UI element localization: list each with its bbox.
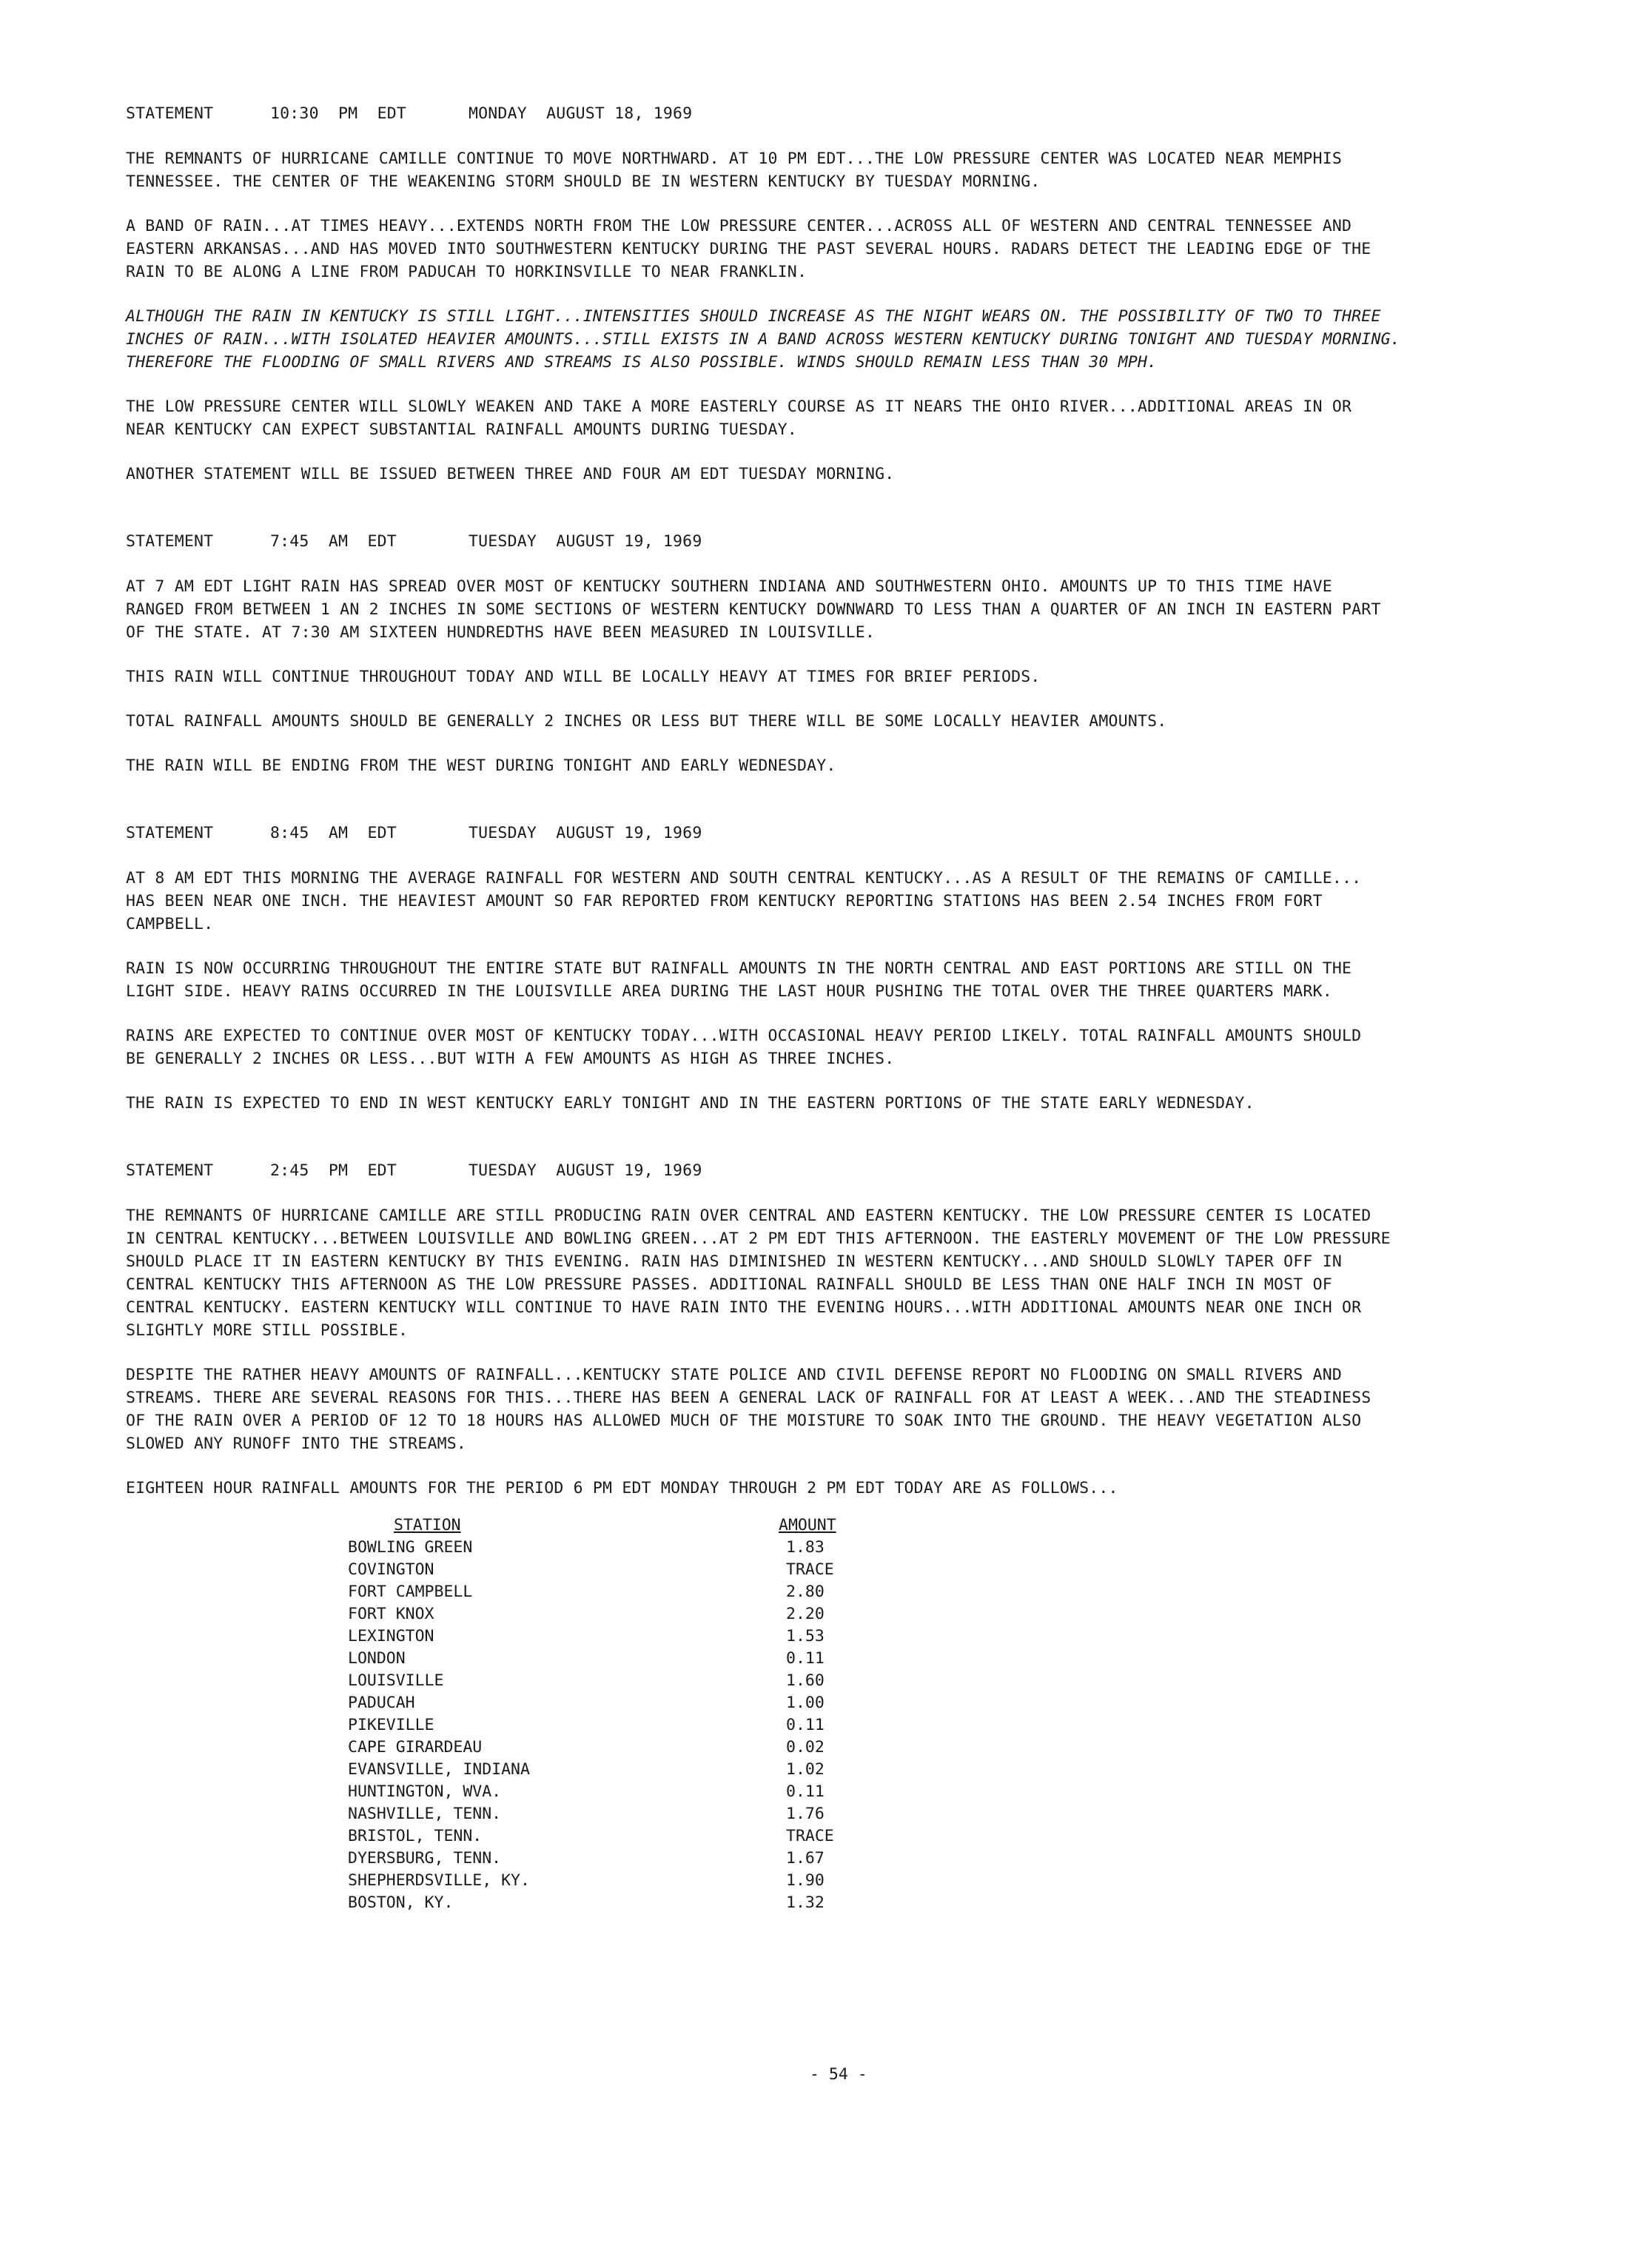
statement-paragraph: THE REMNANTS OF HURRICANE CAMILLE CONTINUE TO MOVE NORTHWARD. AT 10 PM EDT...THE LOW PRESSURE CENTER WAS LOCATED NEAR MEMPHIS TENNESSEE. THE CENTER OF THE WEAKENING STORM SHOULD BE IN WESTERN KENTUCKY BY TUESDAY MORNING.: [126, 150, 1343, 191]
statement-section: [126, 530, 1599, 777]
amount-cell: 1.76: [786, 1805, 825, 1823]
table-row: [348, 1537, 904, 1559]
table-row: [348, 1781, 904, 1803]
amount-cell: 2.80: [786, 1583, 825, 1601]
amount-cell: 1.02: [786, 1760, 825, 1779]
statement-section: [126, 822, 1599, 1115]
statement-paragraph: THE REMNANTS OF HURRICANE CAMILLE ARE STILL PRODUCING RAIN OVER CENTRAL AND EASTERN KENTUCKY. THE LOW PRESSURE CENTER IS LOCATED IN CENTRAL KENTUCKY...BETWEEN LOUISVILLE AND BOWLING GREEN...AT 2 PM EDT THIS AFTERNOON. THE EASTERLY MOVEMENT OF THE LOW PRESSURE SHOULD PLACE IT IN EASTERN KENTUCKY BY THIS EVENING. RAIN HAS DIMINISHED IN WESTERN KENTUCKY...AND SHOULD SLOWLY TAPER OFF IN CENTRAL KENTUCKY THIS AFTERNOON AS THE LOW PRESSURE PASSES. ADDITIONAL RAINFALL SHOULD BE LESS THAN ONE HALF INCH IN MOST OF CENTRAL KENTUCKY. EASTERN KENTUCKY WILL CONTINUE TO HAVE RAIN INTO THE EVENING HOURS...WITH ADDITIONAL AMOUNTS NEAR ONE INCH OR SLIGHTLY MORE STILL POSSIBLE.: [126, 1207, 1391, 1340]
document-page: [126, 102, 1599, 1544]
table-row: [348, 1581, 904, 1603]
amount-cell: 1.60: [786, 1671, 825, 1690]
table-row: [348, 1737, 904, 1759]
statement-section: [126, 1159, 1599, 1500]
statement-section: [126, 102, 1599, 486]
rainfall-table-body: [348, 1537, 904, 1914]
amount-cell: 1.83: [786, 1538, 825, 1557]
table-row: [348, 1825, 904, 1848]
statement-paragraph: A BAND OF RAIN...AT TIMES HEAVY...EXTENDS NORTH FROM THE LOW PRESSURE CENTER...ACROSS ALL OF WESTERN AND CENTRAL TENNESSEE AND EASTERN ARKANSAS...AND HAS MOVED INTO SOUTHWESTERN KENTUCKY DURING THE PAST SEVERAL HOURS. RADARS DETECT THE LEADING EDGE OF THE RAIN TO BE ALONG A LINE FROM PADUCAH TO HORKINSVILLE TO NEAR FRANKLIN.: [126, 217, 1371, 281]
station-cell: HUNTINGTON, WVA.: [348, 1782, 502, 1801]
table-row: [348, 1892, 904, 1914]
statement-label: STATEMENT: [126, 1161, 214, 1180]
statement-header: [126, 822, 1599, 845]
statement-date: MONDAY AUGUST 18, 1969: [469, 104, 693, 123]
statement-date: TUESDAY AUGUST 19, 1969: [469, 532, 702, 551]
amount-cell: 1.90: [786, 1871, 825, 1890]
amount-cell: 0.11: [786, 1716, 825, 1734]
table-row: [348, 1692, 904, 1714]
statement-paragraph: ANOTHER STATEMENT WILL BE ISSUED BETWEEN THREE AND FOUR AM EDT TUESDAY MORNING.: [126, 465, 895, 483]
page-number: - 54 -: [810, 2065, 867, 2084]
statement-header: [126, 530, 1599, 553]
statement-paragraph: THE RAIN IS EXPECTED TO END IN WEST KENTUCKY EARLY TONIGHT AND IN THE EASTERN PORTIONS OF THE STATE EARLY WEDNESDAY.: [126, 1094, 1255, 1113]
statement-header: [126, 1159, 1599, 1182]
statement-paragraph: DESPITE THE RATHER HEAVY AMOUNTS OF RAINFALL...KENTUCKY STATE POLICE AND CIVIL DEFENSE REPORT NO FLOODING ON SMALL RIVERS AND STREAMS. THERE ARE SEVERAL REASONS FOR THIS...THERE HAS BEEN A GENERAL LACK OF RAINFALL FOR AT LEAST A WEEK...AND THE STEADINESS OF THE RAIN OVER A PERIOD OF 12 TO 18 HOURS HAS ALLOWED MUCH OF THE MOISTURE TO SOAK INTO THE GROUND. THE HEAVY VEGETATION ALSO SLOWED ANY RUNOFF INTO THE STREAMS.: [126, 1366, 1371, 1453]
station-cell: CAPE GIRARDEAU: [348, 1738, 483, 1757]
statement-paragraph: ALTHOUGH THE RAIN IN KENTUCKY IS STILL LIGHT...INTENSITIES SHOULD INCREASE AS THE NIGHT WEARS ON. THE POSSIBILITY OF TWO TO THREE INCHES OF RAIN...WITH ISOLATED HEAVIER AMOUNTS...STILL EXISTS IN A BAND ACROSS WESTERN KENTUCKY DURING TONIGHT AND TUESDAY MORNING. THEREFORE THE FLOODING OF SMALL RIVERS AND STREAMS IS ALSO POSSIBLE. WINDS SHOULD REMAIN LESS THAN 30 MPH.: [126, 307, 1400, 372]
statement-date: TUESDAY AUGUST 19, 1969: [469, 824, 702, 842]
rainfall-table: [348, 1514, 904, 1914]
amount-cell: 1.00: [786, 1694, 825, 1712]
amount-cell: TRACE: [786, 1827, 834, 1845]
station-cell: BOSTON, KY.: [348, 1893, 454, 1912]
station-cell: COVINGTON: [348, 1560, 434, 1579]
station-cell: FORT KNOX: [348, 1605, 434, 1623]
table-row: [348, 1803, 904, 1825]
statement-paragraph: RAIN IS NOW OCCURRING THROUGHOUT THE ENTIRE STATE BUT RAINFALL AMOUNTS IN THE NORTH CENTRAL AND EAST PORTIONS ARE STILL ON THE LIGHT SIDE. HEAVY RAINS OCCURRED IN THE LOUISVILLE AREA DURING THE LAST HOUR PUSHING THE TOTAL OVER THE THREE QUARTERS MARK.: [126, 959, 1352, 1001]
station-cell: FORT CAMPBELL: [348, 1583, 473, 1601]
table-row: [348, 1759, 904, 1781]
station-cell: BOWLING GREEN: [348, 1538, 473, 1557]
amount-cell: 0.11: [786, 1782, 825, 1801]
table-row: [348, 1870, 904, 1892]
statement-time: 10:30 PM EDT: [270, 104, 407, 123]
station-cell: LEXINGTON: [348, 1627, 434, 1645]
table-row: [348, 1603, 904, 1625]
statement-time: 2:45 PM EDT: [270, 1161, 397, 1180]
station-column-header: STATION: [394, 1516, 461, 1534]
amount-cell: 2.20: [786, 1605, 825, 1623]
statement-date: TUESDAY AUGUST 19, 1969: [469, 1161, 702, 1180]
statement-paragraph: THIS RAIN WILL CONTINUE THROUGHOUT TODAY AND WILL BE LOCALLY HEAVY AT TIMES FOR BRIEF PERIODS.: [126, 668, 1041, 686]
statement-label: STATEMENT: [126, 104, 214, 123]
statement-paragraph: RAINS ARE EXPECTED TO CONTINUE OVER MOST OF KENTUCKY TODAY...WITH OCCASIONAL HEAVY PERIOD LIKELY. TOTAL RAINFALL AMOUNTS SHOULD BE GENERALLY 2 INCHES OR LESS...BUT WITH A FEW AMOUNTS AS HIGH AS THREE INCHES.: [126, 1027, 1362, 1068]
statement-paragraph: EIGHTEEN HOUR RAINFALL AMOUNTS FOR THE PERIOD 6 PM EDT MONDAY THROUGH 2 PM EDT TODAY ARE AS FOLLOWS...: [126, 1479, 1118, 1497]
table-row: [348, 1848, 904, 1870]
station-cell: SHEPHERDSVILLE, KY.: [348, 1871, 530, 1890]
rainfall-table-header-row: [348, 1514, 904, 1537]
amount-cell: 1.53: [786, 1627, 825, 1645]
amount-column-header: AMOUNT: [779, 1516, 836, 1534]
station-cell: BRISTOL, TENN.: [348, 1827, 483, 1845]
station-cell: LOUISVILLE: [348, 1671, 444, 1690]
amount-cell: 1.32: [786, 1893, 825, 1912]
table-row: [348, 1714, 904, 1737]
statement-label: STATEMENT: [126, 532, 214, 551]
station-cell: PIKEVILLE: [348, 1716, 434, 1734]
amount-cell: TRACE: [786, 1560, 834, 1579]
station-cell: PADUCAH: [348, 1694, 415, 1712]
statement-paragraph: THE LOW PRESSURE CENTER WILL SLOWLY WEAKEN AND TAKE A MORE EASTERLY COURSE AS IT NEARS THE OHIO RIVER...ADDITIONAL AREAS IN OR NEAR KENTUCKY CAN EXPECT SUBSTANTIAL RAINFALL AMOUNTS DURING TUESDAY.: [126, 397, 1352, 439]
table-row: [348, 1559, 904, 1581]
table-row: [348, 1625, 904, 1648]
station-cell: NASHVILLE, TENN.: [348, 1805, 502, 1823]
statement-paragraph: AT 7 AM EDT LIGHT RAIN HAS SPREAD OVER MOST OF KENTUCKY SOUTHERN INDIANA AND SOUTHWESTERN OHIO. AMOUNTS UP TO THIS TIME HAVE RANGED FROM BETWEEN 1 AN 2 INCHES IN SOME SECTIONS OF WESTERN KENTUCKY DOWNWARD TO LESS THAN A QUARTER OF AN INCH IN EASTERN PART OF THE STATE. AT 7:30 AM SIXTEEN HUNDREDTHS HAVE BEEN MEASURED IN LOUISVILLE.: [126, 577, 1381, 642]
table-row: [348, 1670, 904, 1692]
statement-time: 8:45 AM EDT: [270, 824, 397, 842]
station-cell: DYERSBURG, TENN.: [348, 1849, 502, 1868]
amount-cell: 0.02: [786, 1738, 825, 1757]
station-cell: EVANSVILLE, INDIANA: [348, 1760, 530, 1779]
station-cell: LONDON: [348, 1649, 406, 1668]
statement-paragraph: THE RAIN WILL BE ENDING FROM THE WEST DURING TONIGHT AND EARLY WEDNESDAY.: [126, 756, 836, 775]
statement-header: [126, 102, 1599, 125]
statement-paragraph: AT 8 AM EDT THIS MORNING THE AVERAGE RAINFALL FOR WESTERN AND SOUTH CENTRAL KENTUCKY...AS A RESULT OF THE REMAINS OF CAMILLE... HAS BEEN NEAR ONE INCH. THE HEAVIEST AMOUNT SO FAR REPORTED FROM KENTUCKY REPORTING STATIONS HAS BEEN 2.54 INCHES FROM FORT CAMPBELL.: [126, 869, 1362, 933]
statement-time: 7:45 AM EDT: [270, 532, 397, 551]
amount-cell: 0.11: [786, 1649, 825, 1668]
statement-paragraph: TOTAL RAINFALL AMOUNTS SHOULD BE GENERALLY 2 INCHES OR LESS BUT THERE WILL BE SOME LOCALLY HEAVIER AMOUNTS.: [126, 712, 1167, 731]
statements-container: [126, 102, 1599, 1500]
amount-cell: 1.67: [786, 1849, 825, 1868]
table-row: [348, 1648, 904, 1670]
statement-label: STATEMENT: [126, 824, 214, 842]
